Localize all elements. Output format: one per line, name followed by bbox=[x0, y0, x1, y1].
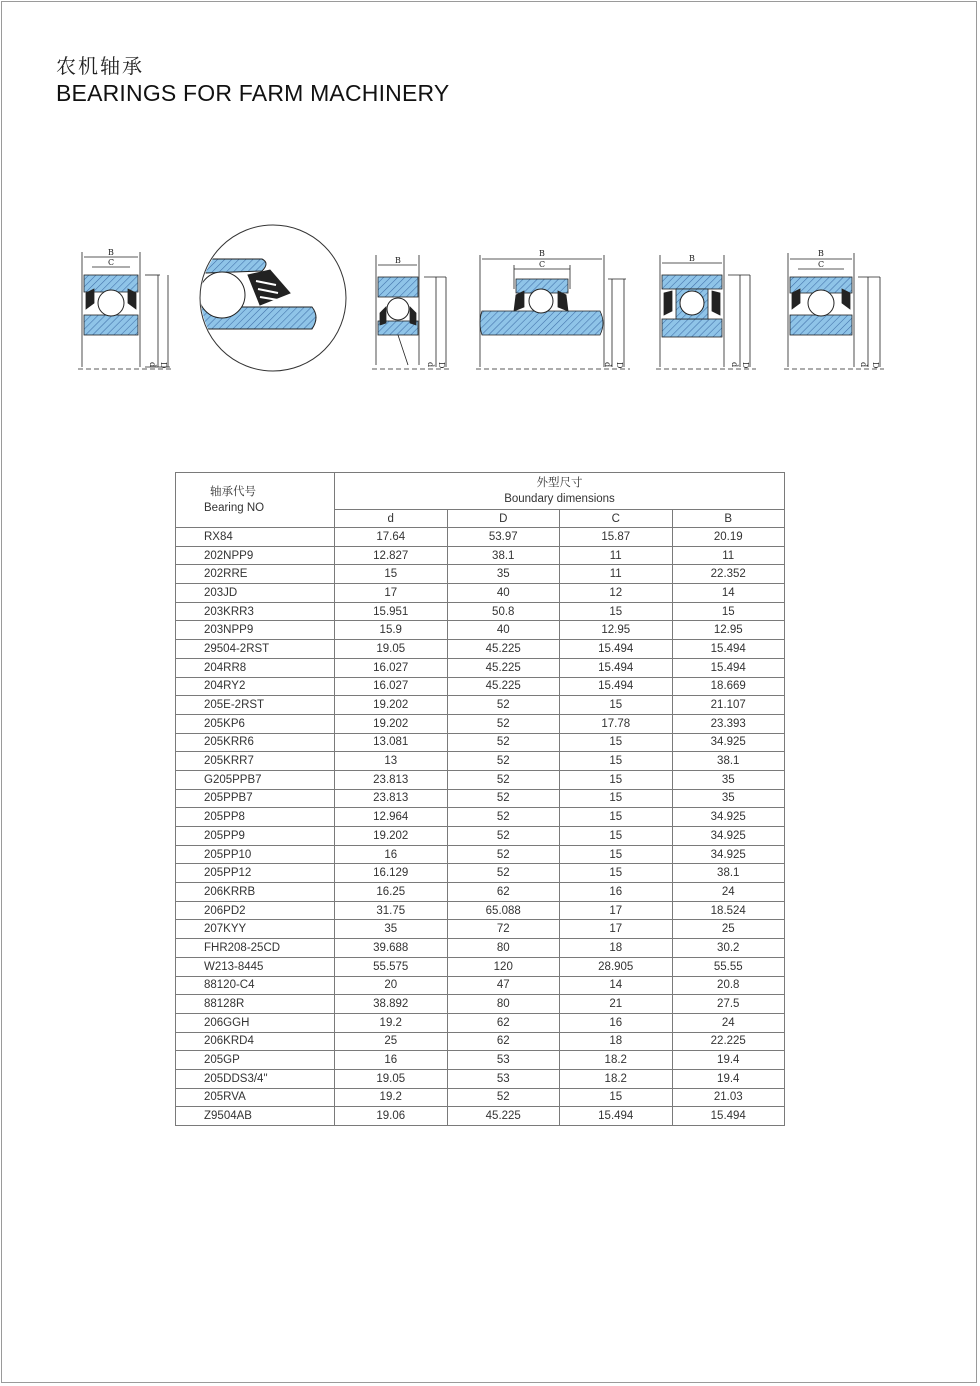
dimension-cell: 34.925 bbox=[672, 808, 785, 827]
bearing-number-cell: 205KP6 bbox=[176, 714, 335, 733]
dimension-cell: 34.925 bbox=[672, 733, 785, 752]
bearing-number-cell: 205PP12 bbox=[176, 864, 335, 883]
dimension-cell: 15.494 bbox=[560, 658, 673, 677]
dimension-cell: 52 bbox=[447, 733, 560, 752]
dimension-cell: 52 bbox=[447, 696, 560, 715]
table-row bbox=[176, 845, 785, 864]
dimension-cell: 40 bbox=[447, 584, 560, 603]
label-b: B bbox=[395, 256, 401, 265]
dimension-cell: 16.129 bbox=[335, 864, 448, 883]
dimension-cell: 22.352 bbox=[672, 565, 785, 584]
bearing-number-cell: 205PP10 bbox=[176, 845, 335, 864]
dimension-cell: 15 bbox=[672, 602, 785, 621]
dimension-cell: 15 bbox=[335, 565, 448, 584]
dimension-cell: 24 bbox=[672, 1013, 785, 1032]
dimension-cell: 20.19 bbox=[672, 528, 785, 547]
table-row bbox=[176, 995, 785, 1014]
col-header-B: B bbox=[672, 510, 785, 528]
dimension-cell: 16.027 bbox=[335, 677, 448, 696]
dimension-cell: 11 bbox=[672, 546, 785, 565]
dimension-cell: 15 bbox=[560, 808, 673, 827]
bearing-number-cell: 203NPP9 bbox=[176, 621, 335, 640]
label-b: B bbox=[689, 254, 695, 263]
label-D: D bbox=[741, 362, 750, 369]
dimension-cell: 34.925 bbox=[672, 845, 785, 864]
bearing-number-cell: 202RRE bbox=[176, 565, 335, 584]
dimension-cell: 21.107 bbox=[672, 696, 785, 715]
table-row bbox=[176, 696, 785, 715]
dimension-cell: 53 bbox=[447, 1069, 560, 1088]
bearing-drawing-6 bbox=[784, 253, 884, 369]
dimension-cell: 17.78 bbox=[560, 714, 673, 733]
table-row bbox=[176, 1051, 785, 1070]
dimension-cell: 55.575 bbox=[335, 957, 448, 976]
bearing-number-cell: FHR208-25CD bbox=[176, 939, 335, 958]
table-row bbox=[176, 1069, 785, 1088]
bearing-drawing-5 bbox=[656, 255, 756, 369]
dimension-cell: 15 bbox=[560, 696, 673, 715]
dimension-cell: 19.2 bbox=[335, 1088, 448, 1107]
dimension-cell: 15.951 bbox=[335, 602, 448, 621]
dimension-cell: 52 bbox=[447, 808, 560, 827]
table-row bbox=[176, 883, 785, 902]
bearing-number-cell: 205PP8 bbox=[176, 808, 335, 827]
dimension-cell: 12.95 bbox=[560, 621, 673, 640]
dimension-cell: 25 bbox=[335, 1032, 448, 1051]
dimension-cell: 38.1 bbox=[672, 752, 785, 771]
dimension-cell: 14 bbox=[560, 976, 673, 995]
dimension-cell: 53 bbox=[447, 1051, 560, 1070]
dimension-cell: 52 bbox=[447, 1088, 560, 1107]
dimension-cell: 15 bbox=[560, 770, 673, 789]
dimension-cell: 52 bbox=[447, 864, 560, 883]
label-D: D bbox=[871, 362, 880, 369]
dimension-cell: 17 bbox=[560, 901, 673, 920]
bearing-header-cn: 轴承代号 bbox=[210, 486, 256, 498]
dimension-cell: 34.925 bbox=[672, 827, 785, 846]
dimension-cell: 19.202 bbox=[335, 714, 448, 733]
table-row bbox=[176, 1088, 785, 1107]
table-row bbox=[176, 602, 785, 621]
dimension-cell: 16.027 bbox=[335, 658, 448, 677]
dimension-cell: 16 bbox=[335, 1051, 448, 1070]
dimension-cell: 24 bbox=[672, 883, 785, 902]
dimension-cell: 52 bbox=[447, 845, 560, 864]
dimension-cell: 45.225 bbox=[447, 1107, 560, 1126]
dimension-cell: 38.1 bbox=[672, 864, 785, 883]
dimension-cell: 65.088 bbox=[447, 901, 560, 920]
label-d: d bbox=[859, 362, 868, 368]
table-row bbox=[176, 621, 785, 640]
label-b: B bbox=[539, 249, 545, 258]
table-row bbox=[176, 957, 785, 976]
bearing-table-body bbox=[176, 528, 785, 1126]
bearing-number-cell: 205DDS3/4" bbox=[176, 1069, 335, 1088]
bearing-drawing-2-detail bbox=[198, 225, 346, 371]
dimension-cell: 19.06 bbox=[335, 1107, 448, 1126]
dimension-cell: 20 bbox=[335, 976, 448, 995]
dimension-cell: 19.4 bbox=[672, 1069, 785, 1088]
bearing-number-cell: 206PD2 bbox=[176, 901, 335, 920]
dimension-cell: 55.55 bbox=[672, 957, 785, 976]
table-row bbox=[176, 920, 785, 939]
bearing-number-cell: RX84 bbox=[176, 528, 335, 547]
dimension-cell: 52 bbox=[447, 789, 560, 808]
label-d: d bbox=[426, 362, 435, 368]
dimensions-header-cell bbox=[335, 473, 785, 510]
dimension-cell: 15.494 bbox=[560, 640, 673, 659]
bearing-number-cell: 205KRR7 bbox=[176, 752, 335, 771]
table-row bbox=[176, 808, 785, 827]
bearing-drawings bbox=[0, 215, 980, 385]
dimensions-header-en: Boundary dimensions bbox=[504, 493, 615, 505]
bearing-number-cell: 205GP bbox=[176, 1051, 335, 1070]
bearing-number-cell: 204RY2 bbox=[176, 677, 335, 696]
table-row bbox=[176, 1013, 785, 1032]
dimension-cell: 50.8 bbox=[447, 602, 560, 621]
dimension-cell: 30.2 bbox=[672, 939, 785, 958]
table-row bbox=[176, 864, 785, 883]
dimension-cell: 18.669 bbox=[672, 677, 785, 696]
dimension-cell: 15.494 bbox=[672, 658, 785, 677]
dimension-cell: 45.225 bbox=[447, 677, 560, 696]
bearing-number-cell: 207KYY bbox=[176, 920, 335, 939]
dimension-cell: 80 bbox=[447, 939, 560, 958]
dimension-cell: 52 bbox=[447, 770, 560, 789]
bearing-drawing-3 bbox=[372, 255, 452, 369]
label-c: C bbox=[107, 258, 115, 267]
dimension-cell: 40 bbox=[447, 621, 560, 640]
table-row bbox=[176, 528, 785, 547]
col-header-d: d bbox=[335, 510, 448, 528]
bearing-number-cell: G205PPB7 bbox=[176, 770, 335, 789]
dimension-cell: 15.494 bbox=[560, 1107, 673, 1126]
table-row bbox=[176, 546, 785, 565]
dimension-cell: 28.905 bbox=[560, 957, 673, 976]
dimension-cell: 72 bbox=[447, 920, 560, 939]
label-d: d bbox=[148, 362, 157, 368]
dimension-cell: 120 bbox=[447, 957, 560, 976]
dimension-cell: 23.813 bbox=[335, 770, 448, 789]
dimension-cell: 12.95 bbox=[672, 621, 785, 640]
dimension-cell: 15.9 bbox=[335, 621, 448, 640]
table-row bbox=[176, 901, 785, 920]
label-c: C bbox=[538, 260, 546, 269]
table-row bbox=[176, 770, 785, 789]
dimension-cell: 18 bbox=[560, 939, 673, 958]
table-row bbox=[176, 714, 785, 733]
label-D: D bbox=[615, 362, 624, 369]
dimension-cell: 16 bbox=[335, 845, 448, 864]
table-row bbox=[176, 584, 785, 603]
dimension-cell: 19.05 bbox=[335, 1069, 448, 1088]
dimension-cell: 14 bbox=[672, 584, 785, 603]
dimension-cell: 12.827 bbox=[335, 546, 448, 565]
dimension-cell: 22.225 bbox=[672, 1032, 785, 1051]
dimension-cell: 62 bbox=[447, 1013, 560, 1032]
dimension-cell: 11 bbox=[560, 546, 673, 565]
dimension-cell: 25 bbox=[672, 920, 785, 939]
dimension-cell: 15 bbox=[560, 752, 673, 771]
table-row bbox=[176, 677, 785, 696]
label-b: B bbox=[818, 249, 824, 258]
dimension-cell: 17 bbox=[560, 920, 673, 939]
bearing-number-cell: 205E-2RST bbox=[176, 696, 335, 715]
table-row bbox=[176, 1107, 785, 1126]
dimension-cell: 15 bbox=[560, 827, 673, 846]
bearing-number-cell: 206KRRB bbox=[176, 883, 335, 902]
bearing-number-cell: 29504-2RST bbox=[176, 640, 335, 659]
bearing-table bbox=[175, 472, 785, 1126]
col-header-C: C bbox=[560, 510, 673, 528]
dimension-cell: 35 bbox=[672, 789, 785, 808]
page-title-cn: 农机轴承 bbox=[56, 54, 144, 78]
dimension-cell: 19.05 bbox=[335, 640, 448, 659]
table-row bbox=[176, 640, 785, 659]
bearing-header-en: Bearing NO bbox=[204, 502, 265, 514]
page-title-en: BEARINGS FOR FARM MACHINERY bbox=[56, 80, 450, 106]
dimension-cell: 19.202 bbox=[335, 827, 448, 846]
dimension-cell: 80 bbox=[447, 995, 560, 1014]
dimension-cell: 53.97 bbox=[447, 528, 560, 547]
table-row bbox=[176, 827, 785, 846]
dimensions-header-cn: 外型尺寸 bbox=[536, 477, 583, 489]
dimension-cell: 18.2 bbox=[560, 1051, 673, 1070]
bearing-number-cell: 205KRR6 bbox=[176, 733, 335, 752]
dimension-cell: 23.393 bbox=[672, 714, 785, 733]
dimension-cell: 12 bbox=[560, 584, 673, 603]
dimension-cell: 12.964 bbox=[335, 808, 448, 827]
dimension-cell: 21.03 bbox=[672, 1088, 785, 1107]
table-row bbox=[176, 658, 785, 677]
dimension-cell: 27.5 bbox=[672, 995, 785, 1014]
bearing-number-cell: 88128R bbox=[176, 995, 335, 1014]
dimension-cell: 15.494 bbox=[560, 677, 673, 696]
dimension-cell: 18.2 bbox=[560, 1069, 673, 1088]
col-header-D: D bbox=[447, 510, 560, 528]
dimension-cell: 35 bbox=[335, 920, 448, 939]
bearing-number-cell: Z9504AB bbox=[176, 1107, 335, 1126]
bearing-number-cell: 206GGH bbox=[176, 1013, 335, 1032]
dimension-cell: 19.202 bbox=[335, 696, 448, 715]
bearing-number-cell: 205PP9 bbox=[176, 827, 335, 846]
table-row bbox=[176, 565, 785, 584]
bearing-number-cell: 206KRD4 bbox=[176, 1032, 335, 1051]
dimension-cell: 20.8 bbox=[672, 976, 785, 995]
dimension-cell: 13.081 bbox=[335, 733, 448, 752]
bearing-drawing-1 bbox=[78, 252, 172, 369]
dimension-cell: 52 bbox=[447, 752, 560, 771]
bearing-drawing-4 bbox=[476, 255, 630, 369]
dimension-cell: 15.494 bbox=[672, 1107, 785, 1126]
table-row bbox=[176, 752, 785, 771]
dimension-cell: 35 bbox=[447, 565, 560, 584]
bearing-number-cell: 203KRR3 bbox=[176, 602, 335, 621]
dimension-cell: 31.75 bbox=[335, 901, 448, 920]
dimension-cell: 13 bbox=[335, 752, 448, 771]
dimension-cell: 15 bbox=[560, 733, 673, 752]
bearing-number-cell: 204RR8 bbox=[176, 658, 335, 677]
dimension-cell: 45.225 bbox=[447, 640, 560, 659]
table-row bbox=[176, 976, 785, 995]
dimension-cell: 45.225 bbox=[447, 658, 560, 677]
dimension-cell: 17.64 bbox=[335, 528, 448, 547]
dimension-cell: 11 bbox=[560, 565, 673, 584]
label-d: d bbox=[730, 362, 739, 368]
label-D: D bbox=[437, 362, 446, 369]
label-d: d bbox=[603, 362, 612, 368]
bearing-number-cell: 202NPP9 bbox=[176, 546, 335, 565]
dimension-cell: 23.813 bbox=[335, 789, 448, 808]
bearing-number-cell: W213-8445 bbox=[176, 957, 335, 976]
dimension-cell: 38.892 bbox=[335, 995, 448, 1014]
dimension-cell: 16 bbox=[560, 883, 673, 902]
dimension-cell: 15 bbox=[560, 789, 673, 808]
bearing-header-cell bbox=[176, 473, 335, 528]
dimension-cell: 21 bbox=[560, 995, 673, 1014]
dimension-cell: 15 bbox=[560, 845, 673, 864]
dimension-cell: 52 bbox=[447, 827, 560, 846]
dimension-cell: 62 bbox=[447, 1032, 560, 1051]
table-row bbox=[176, 789, 785, 808]
dimension-cell: 15.87 bbox=[560, 528, 673, 547]
dimension-cell: 16 bbox=[560, 1013, 673, 1032]
dimension-cell: 52 bbox=[447, 714, 560, 733]
dimension-cell: 16.25 bbox=[335, 883, 448, 902]
label-c: C bbox=[817, 260, 825, 269]
bearing-number-cell: 88120-C4 bbox=[176, 976, 335, 995]
label-b: B bbox=[108, 248, 114, 257]
dimension-cell: 18.524 bbox=[672, 901, 785, 920]
dimension-cell: 17 bbox=[335, 584, 448, 603]
dimension-cell: 39.688 bbox=[335, 939, 448, 958]
dimension-cell: 15.494 bbox=[672, 640, 785, 659]
table-row bbox=[176, 733, 785, 752]
dimension-cell: 19.4 bbox=[672, 1051, 785, 1070]
dimension-cell: 62 bbox=[447, 883, 560, 902]
dimension-cell: 15 bbox=[560, 1088, 673, 1107]
table-row bbox=[176, 1032, 785, 1051]
dimension-cell: 15 bbox=[560, 602, 673, 621]
dimension-cell: 19.2 bbox=[335, 1013, 448, 1032]
bearing-number-cell: 205PPB7 bbox=[176, 789, 335, 808]
dimension-cell: 38.1 bbox=[447, 546, 560, 565]
dimension-cell: 35 bbox=[672, 770, 785, 789]
bearing-number-cell: 205RVA bbox=[176, 1088, 335, 1107]
label-D: D bbox=[159, 362, 168, 369]
dimension-cell: 18 bbox=[560, 1032, 673, 1051]
dimension-cell: 15 bbox=[560, 864, 673, 883]
bearing-number-cell: 203JD bbox=[176, 584, 335, 603]
table-row bbox=[176, 939, 785, 958]
dimension-cell: 47 bbox=[447, 976, 560, 995]
